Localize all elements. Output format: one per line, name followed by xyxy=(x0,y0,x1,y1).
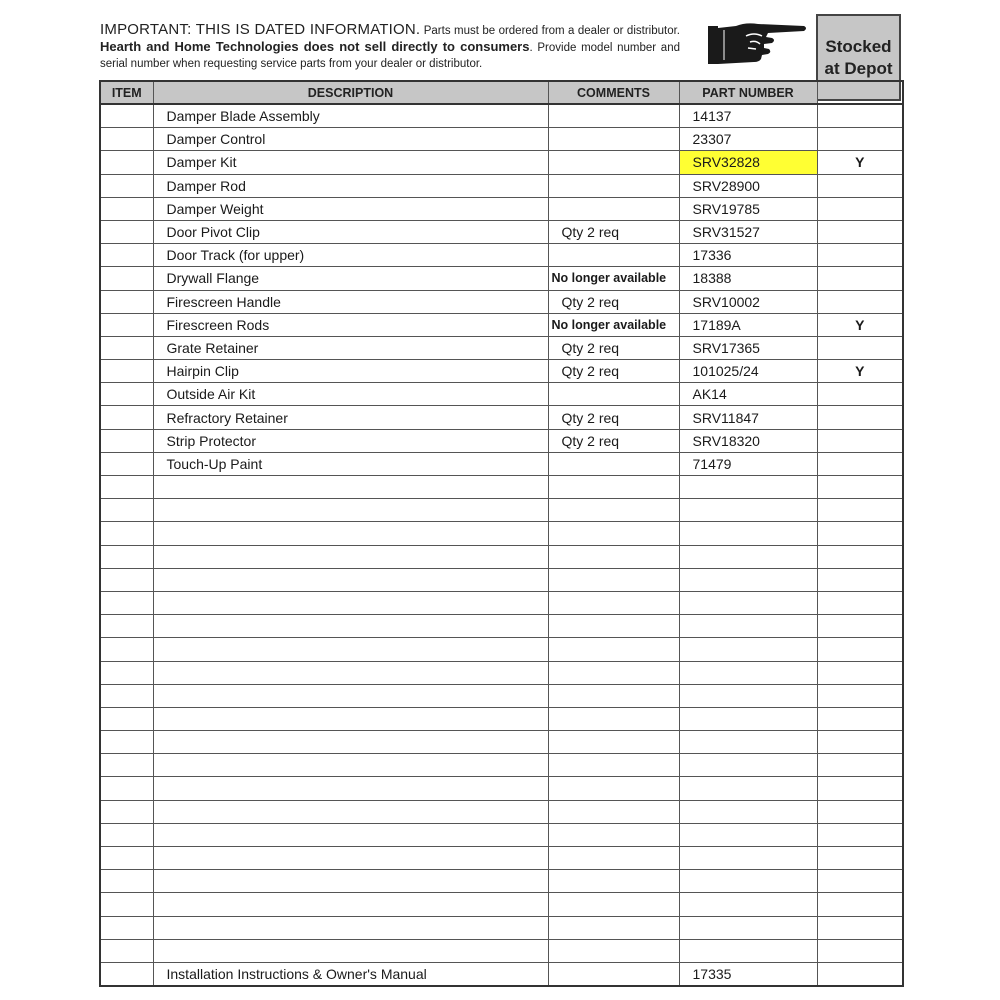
description-cell: Strip Protector xyxy=(153,429,548,452)
table-row xyxy=(100,406,903,429)
stocked-cell xyxy=(817,104,903,128)
item-cell xyxy=(100,174,153,197)
part-number-cell xyxy=(679,893,817,916)
part-number-cell: SRV10002 xyxy=(679,290,817,313)
stocked-cell: Y xyxy=(817,313,903,336)
description-cell xyxy=(153,522,548,545)
part-number-cell xyxy=(679,661,817,684)
part-number-cell: SRV17365 xyxy=(679,336,817,359)
description-cell: Outside Air Kit xyxy=(153,383,548,406)
description-cell xyxy=(153,476,548,499)
stocked-cell xyxy=(817,638,903,661)
table-row xyxy=(100,104,903,128)
item-cell xyxy=(100,197,153,220)
part-number-cell: 101025/24 xyxy=(679,360,817,383)
stocked-cell xyxy=(817,591,903,614)
table-row xyxy=(100,777,903,800)
description-cell xyxy=(153,707,548,730)
stocked-cell xyxy=(817,383,903,406)
stocked-cell xyxy=(817,777,903,800)
comments-cell xyxy=(548,754,679,777)
stocked-cell xyxy=(817,545,903,568)
description-cell: Damper Weight xyxy=(153,197,548,220)
stocked-cell xyxy=(817,267,903,290)
table-row xyxy=(100,754,903,777)
part-number-cell xyxy=(679,638,817,661)
description-cell: Door Track (for upper) xyxy=(153,244,548,267)
notice-lead: IMPORTANT: THIS IS DATED INFORMATION. xyxy=(100,21,421,38)
item-cell xyxy=(100,754,153,777)
comments-cell xyxy=(548,638,679,661)
table-row xyxy=(100,591,903,614)
table-row xyxy=(100,870,903,893)
table-row xyxy=(100,360,903,383)
description-cell xyxy=(153,823,548,846)
table-row xyxy=(100,476,903,499)
part-number-cell: 23307 xyxy=(679,128,817,151)
parts-table-body xyxy=(100,104,903,986)
pointing-hand-icon xyxy=(706,18,808,68)
description-cell: Firescreen Rods xyxy=(153,313,548,336)
item-cell xyxy=(100,568,153,591)
comments-cell: No longer available xyxy=(548,313,679,336)
part-number-cell: SRV18320 xyxy=(679,429,817,452)
part-number-cell: SRV28900 xyxy=(679,174,817,197)
part-number-cell xyxy=(679,591,817,614)
column-header-part-number: PART NUMBER xyxy=(679,81,817,104)
notice-bold: Hearth and Home Technologies does not sell directly to consumers xyxy=(100,39,530,54)
table-row xyxy=(100,267,903,290)
part-number-cell xyxy=(679,939,817,962)
item-cell xyxy=(100,313,153,336)
comments-cell xyxy=(548,684,679,707)
description-cell xyxy=(153,847,548,870)
column-header-item: ITEM xyxy=(100,81,153,104)
comments-cell: Qty 2 req xyxy=(548,336,679,359)
description-cell xyxy=(153,499,548,522)
item-cell xyxy=(100,290,153,313)
stocked-cell xyxy=(817,476,903,499)
comments-cell xyxy=(548,962,679,986)
description-cell: Firescreen Handle xyxy=(153,290,548,313)
comments-cell xyxy=(548,591,679,614)
table-row xyxy=(100,522,903,545)
table-row xyxy=(100,661,903,684)
table-row xyxy=(100,823,903,846)
item-cell xyxy=(100,267,153,290)
stocked-cell xyxy=(817,499,903,522)
stocked-cell xyxy=(817,452,903,475)
comments-cell xyxy=(548,499,679,522)
column-header-stocked-spacer xyxy=(817,81,903,104)
stocked-cell xyxy=(817,893,903,916)
item-cell xyxy=(100,151,153,174)
item-cell xyxy=(100,847,153,870)
table-row xyxy=(100,847,903,870)
item-cell xyxy=(100,731,153,754)
stocked-cell xyxy=(817,962,903,986)
part-number-cell: SRV19785 xyxy=(679,197,817,220)
part-number-cell xyxy=(679,568,817,591)
description-cell: Installation Instructions & Owner's Manual xyxy=(153,962,548,986)
table-row xyxy=(100,731,903,754)
stocked-cell xyxy=(817,707,903,730)
table-row xyxy=(100,244,903,267)
table-row xyxy=(100,290,903,313)
item-cell xyxy=(100,406,153,429)
description-cell xyxy=(153,638,548,661)
comments-cell: Qty 2 req xyxy=(548,360,679,383)
stocked-cell xyxy=(817,128,903,151)
part-number-cell xyxy=(679,476,817,499)
comments-cell xyxy=(548,661,679,684)
part-number-cell xyxy=(679,545,817,568)
comments-cell: Qty 2 req xyxy=(548,429,679,452)
table-row xyxy=(100,939,903,962)
description-cell xyxy=(153,800,548,823)
item-cell xyxy=(100,638,153,661)
stocked-cell xyxy=(817,661,903,684)
item-cell xyxy=(100,591,153,614)
stocked-cell xyxy=(817,197,903,220)
table-row xyxy=(100,452,903,475)
stocked-cell xyxy=(817,731,903,754)
table-row xyxy=(100,684,903,707)
item-cell xyxy=(100,128,153,151)
item-cell xyxy=(100,360,153,383)
item-cell xyxy=(100,962,153,986)
comments-cell xyxy=(548,151,679,174)
stocked-cell xyxy=(817,429,903,452)
stocked-cell xyxy=(817,522,903,545)
notice-text-1: Parts must be ordered from a dealer or distributor. xyxy=(420,25,680,37)
part-number-cell xyxy=(679,754,817,777)
stocked-cell xyxy=(817,916,903,939)
comments-cell xyxy=(548,174,679,197)
comments-cell xyxy=(548,128,679,151)
part-number-cell xyxy=(679,870,817,893)
table-row xyxy=(100,568,903,591)
part-number-cell: 17335 xyxy=(679,962,817,986)
comments-cell xyxy=(548,568,679,591)
stocked-cell xyxy=(817,174,903,197)
item-cell xyxy=(100,429,153,452)
description-cell xyxy=(153,615,548,638)
part-number-cell: SRV31527 xyxy=(679,220,817,243)
comments-cell xyxy=(548,244,679,267)
description-cell: Door Pivot Clip xyxy=(153,220,548,243)
stocked-cell xyxy=(817,290,903,313)
table-row xyxy=(100,220,903,243)
comments-cell xyxy=(548,731,679,754)
stocked-cell: Y xyxy=(817,360,903,383)
item-cell xyxy=(100,661,153,684)
part-number-cell: SRV11847 xyxy=(679,406,817,429)
part-number-cell: 17189A xyxy=(679,313,817,336)
description-cell xyxy=(153,939,548,962)
item-cell xyxy=(100,452,153,475)
stocked-cell xyxy=(817,870,903,893)
stocked-cell xyxy=(817,615,903,638)
item-cell xyxy=(100,244,153,267)
comments-cell: Qty 2 req xyxy=(548,406,679,429)
comments-cell xyxy=(548,383,679,406)
part-number-cell xyxy=(679,800,817,823)
part-number-cell xyxy=(679,684,817,707)
item-cell xyxy=(100,823,153,846)
item-cell xyxy=(100,476,153,499)
description-cell xyxy=(153,916,548,939)
stocked-cell xyxy=(817,220,903,243)
comments-cell xyxy=(548,847,679,870)
description-cell xyxy=(153,661,548,684)
part-number-cell xyxy=(679,847,817,870)
item-cell xyxy=(100,916,153,939)
table-row xyxy=(100,383,903,406)
table-row xyxy=(100,545,903,568)
stocked-cell xyxy=(817,406,903,429)
description-cell xyxy=(153,731,548,754)
description-cell: Damper Kit xyxy=(153,151,548,174)
table-header-row xyxy=(100,81,903,104)
table-row xyxy=(100,336,903,359)
description-cell xyxy=(153,568,548,591)
description-cell xyxy=(153,545,548,568)
comments-cell xyxy=(548,545,679,568)
parts-table xyxy=(99,80,904,987)
description-cell: Grate Retainer xyxy=(153,336,548,359)
description-cell: Drywall Flange xyxy=(153,267,548,290)
comments-cell xyxy=(548,939,679,962)
stocked-cell xyxy=(817,823,903,846)
part-number-cell: 71479 xyxy=(679,452,817,475)
part-number-cell: 14137 xyxy=(679,104,817,128)
description-cell xyxy=(153,591,548,614)
item-cell xyxy=(100,939,153,962)
item-cell xyxy=(100,220,153,243)
comments-cell xyxy=(548,800,679,823)
item-cell xyxy=(100,615,153,638)
comments-cell xyxy=(548,870,679,893)
table-row xyxy=(100,893,903,916)
column-header-comments: COMMENTS xyxy=(548,81,679,104)
description-cell: Touch-Up Paint xyxy=(153,452,548,475)
comments-cell xyxy=(548,707,679,730)
table-row xyxy=(100,499,903,522)
part-number-cell xyxy=(679,823,817,846)
part-number-cell: 18388 xyxy=(679,267,817,290)
stocked-cell xyxy=(817,800,903,823)
comments-cell xyxy=(548,522,679,545)
comments-cell xyxy=(548,476,679,499)
part-number-cell xyxy=(679,615,817,638)
table-row xyxy=(100,916,903,939)
table-row xyxy=(100,800,903,823)
part-number-cell: AK14 xyxy=(679,383,817,406)
part-number-cell xyxy=(679,731,817,754)
stocked-cell: Y xyxy=(817,151,903,174)
comments-cell xyxy=(548,197,679,220)
stocked-cell xyxy=(817,847,903,870)
comments-cell xyxy=(548,615,679,638)
table-row xyxy=(100,151,903,174)
description-cell: Refractory Retainer xyxy=(153,406,548,429)
item-cell xyxy=(100,893,153,916)
description-cell xyxy=(153,684,548,707)
comments-cell xyxy=(548,916,679,939)
comments-cell xyxy=(548,777,679,800)
item-cell xyxy=(100,522,153,545)
table-row xyxy=(100,429,903,452)
comments-cell xyxy=(548,452,679,475)
description-cell xyxy=(153,870,548,893)
comments-cell: Qty 2 req xyxy=(548,290,679,313)
part-number-cell xyxy=(679,499,817,522)
part-number-cell: 17336 xyxy=(679,244,817,267)
table-row xyxy=(100,638,903,661)
description-cell xyxy=(153,754,548,777)
item-cell xyxy=(100,870,153,893)
part-number-cell xyxy=(679,522,817,545)
item-cell xyxy=(100,684,153,707)
table-row xyxy=(100,128,903,151)
stocked-at-depot-header: Stocked at Depot xyxy=(816,14,901,101)
part-number-cell xyxy=(679,916,817,939)
description-cell xyxy=(153,777,548,800)
comments-cell xyxy=(548,823,679,846)
item-cell xyxy=(100,707,153,730)
stocked-cell xyxy=(817,939,903,962)
table-row xyxy=(100,197,903,220)
description-cell: Damper Blade Assembly xyxy=(153,104,548,128)
part-number-cell xyxy=(679,777,817,800)
part-number-cell xyxy=(679,707,817,730)
stocked-cell xyxy=(817,336,903,359)
comments-cell: No longer available xyxy=(548,267,679,290)
description-cell: Hairpin Clip xyxy=(153,360,548,383)
description-cell: Damper Rod xyxy=(153,174,548,197)
stocked-cell xyxy=(817,684,903,707)
item-cell xyxy=(100,545,153,568)
part-number-cell: SRV32828 xyxy=(679,151,817,174)
table-row xyxy=(100,313,903,336)
description-cell xyxy=(153,893,548,916)
table-row xyxy=(100,615,903,638)
dated-information-notice xyxy=(100,22,680,72)
item-cell xyxy=(100,336,153,359)
comments-cell xyxy=(548,893,679,916)
comments-cell: Qty 2 req xyxy=(548,220,679,243)
column-header-description: DESCRIPTION xyxy=(153,81,548,104)
item-cell xyxy=(100,499,153,522)
item-cell xyxy=(100,777,153,800)
stocked-cell xyxy=(817,244,903,267)
comments-cell xyxy=(548,104,679,128)
table-row xyxy=(100,962,903,986)
notice-text-2: . Provide model number and serial number when requesting service parts from your dealer or distributor. xyxy=(100,42,680,70)
stocked-cell xyxy=(817,754,903,777)
item-cell xyxy=(100,104,153,128)
item-cell xyxy=(100,383,153,406)
table-row xyxy=(100,174,903,197)
table-row xyxy=(100,707,903,730)
stocked-cell xyxy=(817,568,903,591)
description-cell: Damper Control xyxy=(153,128,548,151)
item-cell xyxy=(100,800,153,823)
